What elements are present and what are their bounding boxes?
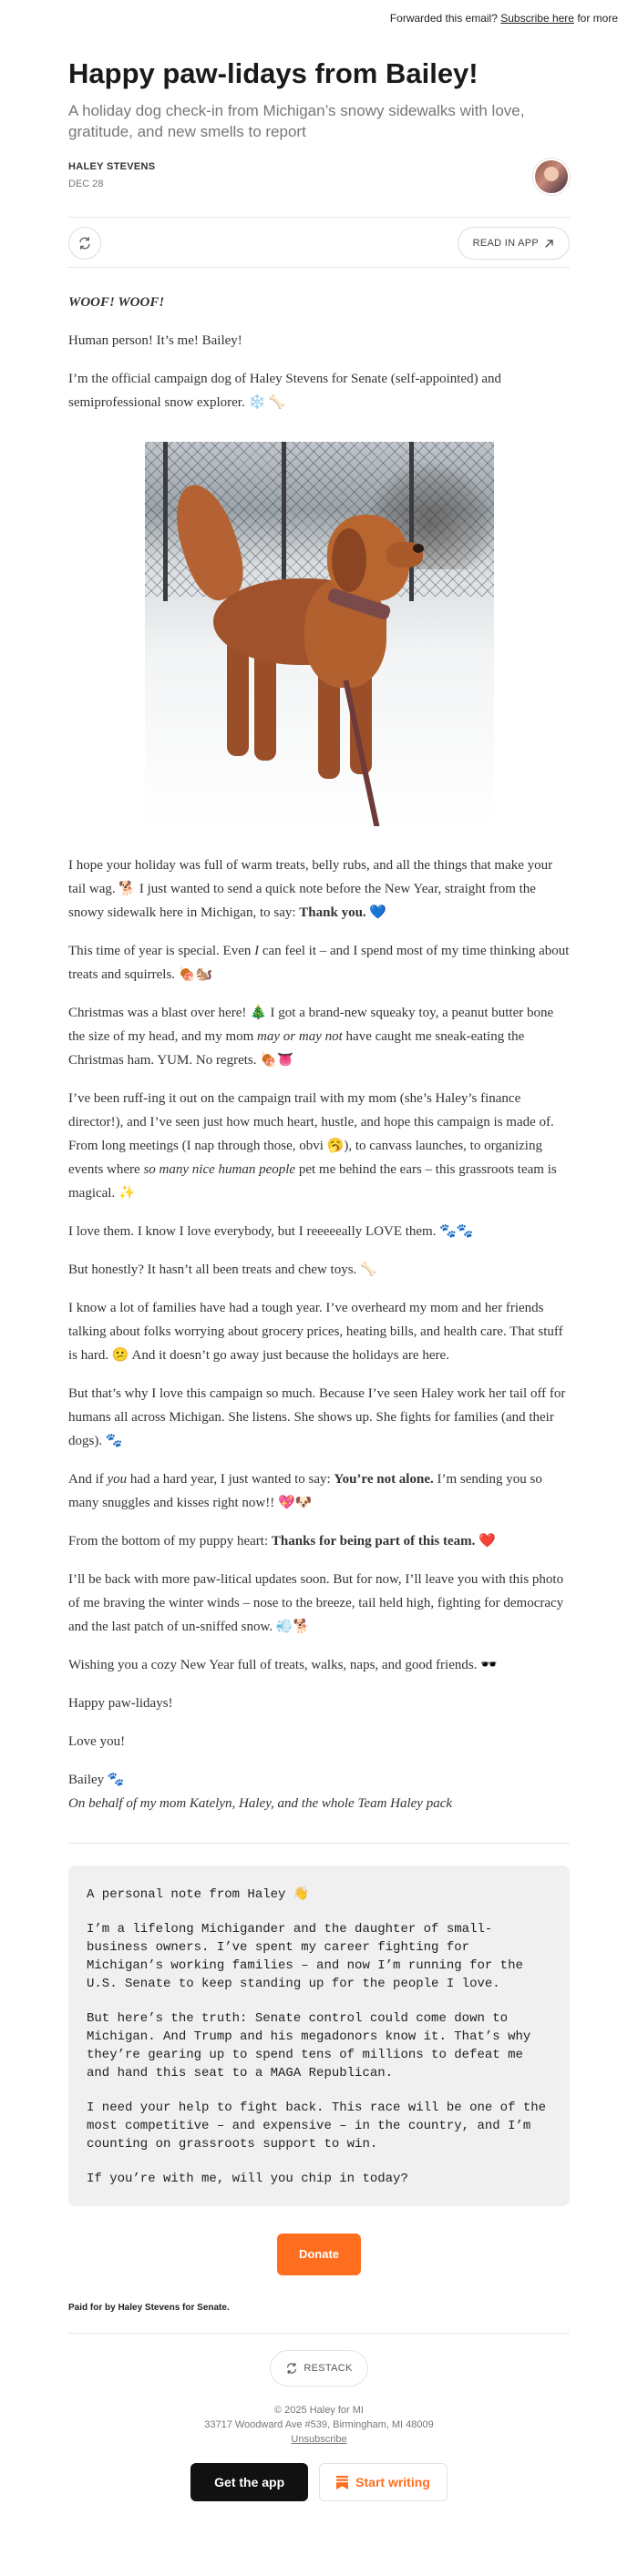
- substack-logo-icon: [336, 2476, 348, 2489]
- author-avatar[interactable]: [533, 158, 570, 195]
- footer-meta: [68, 2403, 570, 2447]
- paragraph: Happy paw-lidays!: [68, 1696, 173, 1711]
- fence-post: [163, 442, 168, 601]
- unsubscribe-link[interactable]: Unsubscribe: [291, 2434, 347, 2445]
- read-in-app-button[interactable]: [458, 227, 570, 260]
- note-paragraph: But here’s the truth: Senate control could come down to Michigan. And Trump and his megadonors know it. That’s why they’re gearing up to spend tens of millions to defeat me and hand this seat to a MAGA Republican.: [87, 2011, 531, 2080]
- restack-icon: [77, 236, 92, 250]
- divider: [68, 1843, 570, 1844]
- start-writing-label: Start writing: [355, 2475, 430, 2489]
- woof-heading: WOOF! WOOF!: [68, 295, 165, 310]
- paragraph: Love you!: [68, 1734, 126, 1749]
- fence-post: [282, 442, 286, 601]
- personal-note-box: [68, 1866, 570, 2206]
- external-arrow-icon: [544, 239, 554, 249]
- note-paragraph: I’m a lifelong Michigander and the daughter of small-business owners. I’ve spent my career fighting for Michigan’s working families – and now I’m running for the U.S. Senate to keep standing up for the people I love.: [87, 1922, 523, 1991]
- byline: [68, 158, 570, 206]
- paragraph: I’ve been ruff-ing it out on the campaign trail with my mom (she’s Haley’s finance director!), and I’ve seen just how much heart, hustle, and hope this campaign is made of. From long meetings (I nap through those, obvi 🥱), to canvass launches, to organizing events where so many nice human people pet me behind the ears – this grassroots team is magical. ✨: [68, 1091, 557, 1201]
- signature-line: On behalf of my mom Katelyn, Haley, and the whole Team Haley pack: [68, 1796, 453, 1811]
- fence-post: [409, 442, 414, 601]
- paragraph: I’m the official campaign dog of Haley Stevens for Senate (self-appointed) and semiprofessional snow explorer. ❄️ 🦴: [68, 372, 501, 410]
- read-in-app-label: READ IN APP: [472, 238, 539, 249]
- paragraph: But honestly? It hasn’t all been treats and chew toys. 🦴: [68, 1262, 377, 1277]
- note-paragraph: If you’re with me, will you chip in today?: [87, 2172, 408, 2186]
- restack-label: RESTACK: [304, 2363, 353, 2374]
- note-paragraph: I need your help to fight back. This race will be one of the most competitive – and expensive – in the country, and I’m counting on grassroots support to win.: [87, 2101, 547, 2152]
- paragraph: This time of year is special. Even I can feel it – and I spend most of my time thinking about treats and squirrels. 🍖🐿️: [68, 944, 570, 982]
- author-name[interactable]: HALEY STEVENS: [68, 161, 156, 172]
- donate-wrap: [68, 2234, 570, 2275]
- post-body: [68, 291, 570, 1815]
- footer: [68, 2333, 570, 2501]
- dog-ear: [332, 528, 366, 592]
- paragraph: I’ll be back with more paw-litical updates soon. But for now, I’ll leave you with this photo of me braving the winter winds – nose to the breeze, tail held high, fighting for democracy and the last patch of un-sniffed snow. 💨🐕: [68, 1572, 564, 1634]
- paragraph: Wishing you a cozy New Year full of treats, walks, naps, and good friends. 🕶️: [68, 1658, 498, 1672]
- subscribe-link[interactable]: Subscribe here: [500, 12, 574, 25]
- post-subtitle: A holiday dog check-in from Michigan’s snowy sidewalks with love, gratitude, and new smells to report: [68, 102, 525, 140]
- forward-prefix: Forwarded this email?: [389, 12, 498, 25]
- restack-icon-button[interactable]: [68, 227, 101, 260]
- paid-for-disclaimer: Paid for by Haley Stevens for Senate.: [68, 2303, 230, 2313]
- paragraph: And if you had a hard year, I just wanted to say: You’re not alone. I’m sending you so many snuggles and kisses right now!! 💖🐶: [68, 1472, 542, 1510]
- paragraph: I love them. I know I love everybody, but I reeeeeally LOVE them. 🐾🐾: [68, 1224, 474, 1239]
- note-heading: A personal note from Haley 👋: [87, 1887, 310, 1902]
- paragraph: I know a lot of families have had a tough year. I’ve overheard my mom and her friends talking about folks worrying about grocery prices, heating bills, and health care. That stuff is hard. 😕 And it doesn’t go away just because the holidays are here.: [68, 1301, 563, 1363]
- post-title: Happy paw-lidays from Bailey!: [68, 57, 478, 89]
- paragraph: I hope your holiday was full of warm treats, belly rubs, and all the things that make your tail wag. 🐕 I just wanted to send a quick note before the New Year, straight from the snowy sidewalk here in Michigan, to say: Thank you. 💙: [68, 858, 553, 920]
- start-writing-button[interactable]: [319, 2463, 448, 2501]
- paragraph: Christmas was a blast over here! 🎄 I got a brand-new squeaky toy, a peanut butter bone the size of my head, and my mom may or may not have caught me sneak-eating the Christmas ham. YUM. No regrets. 🍖👅: [68, 1006, 554, 1068]
- dog-photo: [145, 442, 494, 826]
- restack-button[interactable]: [270, 2350, 367, 2387]
- forward-bar: [0, 0, 638, 36]
- forward-suffix: for more: [577, 12, 618, 25]
- restack-icon: [285, 2362, 298, 2375]
- dog-nose: [413, 544, 424, 553]
- signature-name: Bailey 🐾: [68, 1773, 125, 1787]
- get-the-app-button[interactable]: Get the app: [190, 2463, 308, 2501]
- donate-button[interactable]: Donate: [277, 2234, 361, 2275]
- paragraph: Human person! It’s me! Bailey!: [68, 333, 242, 348]
- signature: [68, 1768, 570, 1815]
- post-date: DEC 28: [68, 179, 104, 189]
- address: 33717 Woodward Ave #539, Birmingham, MI 48009: [204, 2419, 434, 2430]
- action-bar: [68, 217, 570, 268]
- paragraph: From the bottom of my puppy heart: Thanks for being part of this team. ❤️: [68, 1534, 496, 1549]
- footer-cta-row: [68, 2463, 570, 2501]
- copyright: © 2025 Haley for MI: [274, 2405, 364, 2416]
- paragraph: But that’s why I love this campaign so much. Because I’ve seen Haley work her tail off for humans all across Michigan. She listens. She shows up. She fights for families (and their dogs). 🐾: [68, 1386, 566, 1448]
